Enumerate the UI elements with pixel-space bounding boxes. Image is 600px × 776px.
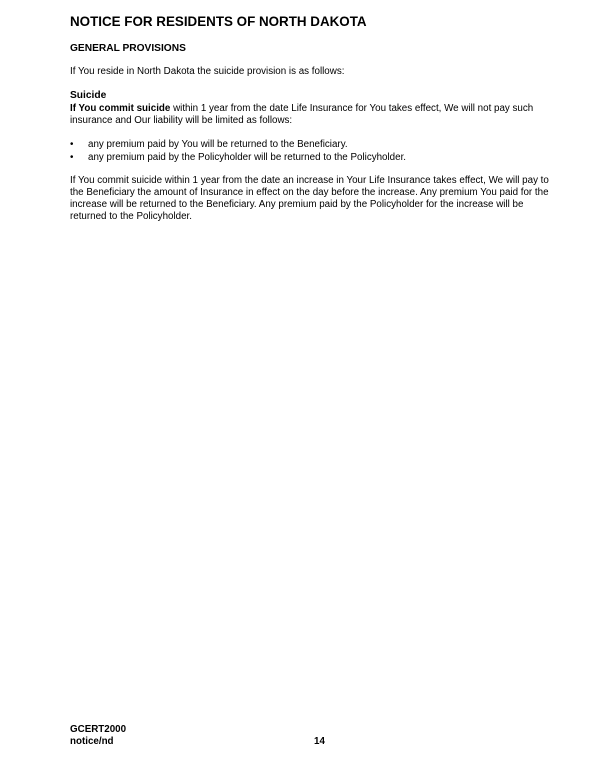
page-number: 14 — [314, 736, 325, 747]
notice-code: notice/nd — [70, 736, 114, 747]
list-item — [70, 151, 550, 164]
section-heading: GENERAL PROVISIONS — [70, 43, 186, 54]
page-title: NOTICE FOR RESIDENTS OF NORTH DAKOTA — [70, 14, 367, 29]
document-page — [70, 14, 550, 223]
intro-paragraph: If You reside in North Dakota the suicide provision is as follows: — [70, 66, 345, 77]
suicide-paragraph-bold: If You commit suicide — [70, 103, 171, 114]
liability-list — [70, 138, 550, 164]
bullet-icon: • — [70, 139, 74, 150]
suicide-paragraph — [70, 103, 550, 127]
increase-paragraph: If You commit suicide within 1 year from the date an increase in Your Life Insurance takes effect, We will pay to the Beneficiary the amount of Insurance in effect on the day before the increase. Any premium You paid for the increase will be returned to the Beneficiary. Any premium paid by the Policyholder for the increase will be returned to the Policyholder. — [70, 175, 549, 222]
footer-codes — [70, 724, 126, 748]
suicide-heading: Suicide — [70, 90, 107, 101]
list-item-text: any premium paid by You will be returned to the Beneficiary. — [88, 139, 348, 150]
list-item-text: any premium paid by the Policyholder will be returned to the Policyholder. — [88, 152, 407, 163]
suicide-paragraph-text: within 1 year from the date Life Insurance for You takes effect, We will not pay such insurance and Our liability will be limited as follows: — [70, 103, 534, 126]
list-item — [70, 138, 550, 151]
form-code: GCERT2000 — [70, 724, 127, 735]
bullet-icon: • — [70, 152, 74, 163]
